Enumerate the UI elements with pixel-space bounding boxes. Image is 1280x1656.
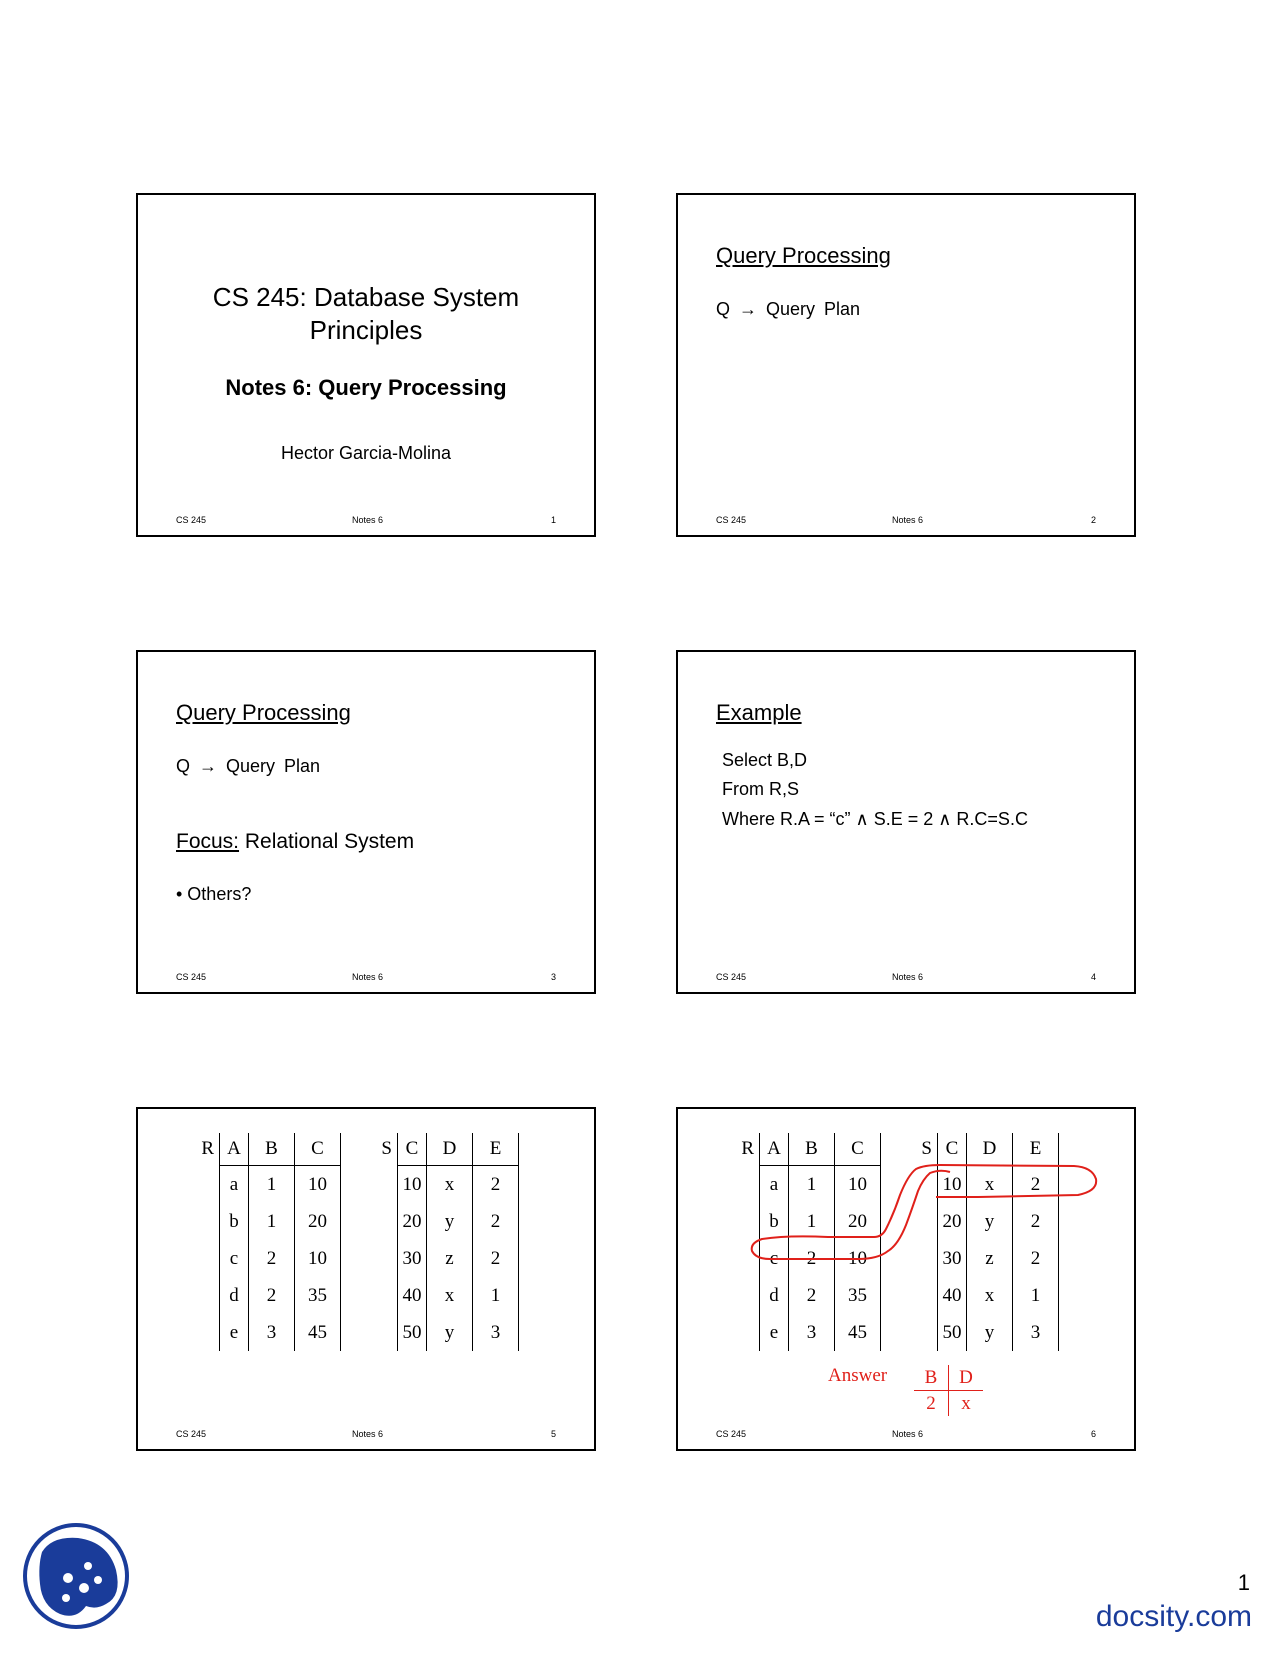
column-header: D bbox=[967, 1133, 1013, 1166]
column-header: E bbox=[1013, 1133, 1059, 1166]
footer-center: Notes 6 bbox=[352, 515, 384, 525]
table-row bbox=[738, 1203, 881, 1240]
cell: a bbox=[220, 1166, 249, 1204]
focus-label: Focus: bbox=[176, 830, 240, 853]
cell: 30 bbox=[398, 1240, 427, 1277]
query-line: Q → Query Plan bbox=[176, 756, 321, 776]
cell: 20 bbox=[938, 1203, 967, 1240]
footer-center: Notes 6 bbox=[892, 1429, 924, 1439]
cell: 1 bbox=[473, 1277, 519, 1314]
column-header: C bbox=[295, 1133, 341, 1166]
table-row bbox=[916, 1203, 1059, 1240]
cell: y bbox=[427, 1203, 473, 1240]
bullet-item: • Others? bbox=[176, 884, 252, 904]
column-header: C bbox=[835, 1133, 881, 1166]
table-row bbox=[198, 1277, 341, 1314]
cell: 1 bbox=[789, 1203, 835, 1240]
cell: x bbox=[427, 1166, 473, 1204]
cell: 2 bbox=[789, 1240, 835, 1277]
table-row bbox=[198, 1203, 341, 1240]
cell: 3 bbox=[473, 1314, 519, 1351]
cell: b bbox=[760, 1203, 789, 1240]
relation-name: R bbox=[198, 1133, 220, 1166]
cell: 20 bbox=[835, 1203, 881, 1240]
cell: b bbox=[220, 1203, 249, 1240]
cell: 40 bbox=[398, 1277, 427, 1314]
sql-where: Where R.A = “c” ∧ S.E = 2 ∧ R.C=S.C bbox=[722, 809, 1028, 829]
focus-text: Relational System bbox=[239, 830, 415, 853]
cell: 40 bbox=[938, 1277, 967, 1314]
answer-header: D bbox=[949, 1365, 984, 1391]
cell: 3 bbox=[789, 1314, 835, 1351]
cell: 35 bbox=[295, 1277, 341, 1314]
slide-6 bbox=[676, 1107, 1136, 1451]
table-row bbox=[738, 1166, 881, 1204]
cell: x bbox=[967, 1166, 1013, 1204]
footer-page: 1 bbox=[550, 515, 556, 525]
table-row bbox=[916, 1314, 1059, 1351]
cell: e bbox=[760, 1314, 789, 1351]
slide-5 bbox=[136, 1107, 596, 1451]
slide-subtitle: Notes 6: Query Processing bbox=[225, 375, 507, 400]
footer-center: Notes 6 bbox=[352, 972, 384, 982]
table-row bbox=[376, 1203, 519, 1240]
footer-page: 5 bbox=[550, 1429, 556, 1439]
cell: x bbox=[967, 1277, 1013, 1314]
cell: 30 bbox=[938, 1240, 967, 1277]
cell: 10 bbox=[295, 1166, 341, 1204]
relation-s-table bbox=[916, 1133, 1059, 1351]
sql-from: From R,S bbox=[722, 779, 800, 799]
column-header: B bbox=[249, 1133, 295, 1166]
column-header: A bbox=[760, 1133, 789, 1166]
title-line-1: CS 245: Database System bbox=[212, 282, 520, 312]
cell: d bbox=[220, 1277, 249, 1314]
footer-page: 2 bbox=[1090, 515, 1096, 525]
column-header: C bbox=[938, 1133, 967, 1166]
cell: c bbox=[760, 1240, 789, 1277]
brand-link[interactable]: docsity.com bbox=[1095, 1600, 1252, 1633]
column-header: C bbox=[398, 1133, 427, 1166]
cell: 2 bbox=[249, 1240, 295, 1277]
relation-r-table bbox=[198, 1133, 341, 1351]
cell: 2 bbox=[1013, 1203, 1059, 1240]
footer-center: Notes 6 bbox=[892, 515, 924, 525]
relation-name: S bbox=[916, 1133, 938, 1166]
footer-page: 6 bbox=[1090, 1429, 1096, 1439]
table-row bbox=[738, 1277, 881, 1314]
cell: 50 bbox=[938, 1314, 967, 1351]
page-number: 1 bbox=[1237, 1570, 1250, 1595]
cell: d bbox=[760, 1277, 789, 1314]
cell: z bbox=[427, 1240, 473, 1277]
cell: 35 bbox=[835, 1277, 881, 1314]
slide-heading: Query Processing bbox=[176, 700, 351, 725]
cell: 50 bbox=[398, 1314, 427, 1351]
cell: z bbox=[967, 1240, 1013, 1277]
cell: 1 bbox=[789, 1166, 835, 1204]
cell: 20 bbox=[398, 1203, 427, 1240]
cell: 2 bbox=[473, 1240, 519, 1277]
slide-heading: Query Processing bbox=[716, 243, 891, 268]
cell: 45 bbox=[835, 1314, 881, 1351]
cell: y bbox=[427, 1314, 473, 1351]
cell: 10 bbox=[398, 1166, 427, 1204]
slide-4 bbox=[676, 650, 1136, 994]
footer-left: CS 245 bbox=[716, 972, 747, 982]
cell: 2 bbox=[249, 1277, 295, 1314]
footer-left: CS 245 bbox=[716, 1429, 747, 1439]
footer-left: CS 245 bbox=[176, 1429, 207, 1439]
table-row bbox=[916, 1240, 1059, 1277]
table-row bbox=[376, 1166, 519, 1204]
slide-author: Hector Garcia-Molina bbox=[280, 443, 452, 463]
column-header: A bbox=[220, 1133, 249, 1166]
footer-left: CS 245 bbox=[716, 515, 747, 525]
footer-page: 4 bbox=[1090, 972, 1096, 982]
slide-heading: Example bbox=[716, 700, 802, 725]
table-row bbox=[738, 1240, 881, 1277]
title-line-2: Principles bbox=[309, 315, 423, 345]
answer-cell: x bbox=[961, 1392, 971, 1414]
cell: 3 bbox=[1013, 1314, 1059, 1351]
cell: 10 bbox=[835, 1166, 881, 1204]
slide-2 bbox=[676, 193, 1136, 537]
table-row bbox=[198, 1314, 341, 1351]
relation-s-table bbox=[376, 1133, 519, 1351]
cell: 2 bbox=[789, 1277, 835, 1314]
cell: y bbox=[967, 1203, 1013, 1240]
answer-table bbox=[914, 1365, 983, 1416]
answer-label: Answer bbox=[828, 1365, 888, 1386]
table-row bbox=[198, 1166, 341, 1204]
cell: 2 bbox=[473, 1203, 519, 1240]
table-row bbox=[916, 1166, 1059, 1204]
column-header: D bbox=[427, 1133, 473, 1166]
cell: 1 bbox=[249, 1203, 295, 1240]
cell: 3 bbox=[249, 1314, 295, 1351]
cell: 1 bbox=[1013, 1277, 1059, 1314]
cell: a bbox=[760, 1166, 789, 1204]
cell: 20 bbox=[295, 1203, 341, 1240]
answer-cell: 2 bbox=[914, 1391, 949, 1417]
cell: 2 bbox=[1013, 1240, 1059, 1277]
slide-title bbox=[138, 281, 594, 347]
slide-3 bbox=[136, 650, 596, 994]
query-line: Q → Query Plan bbox=[716, 299, 861, 319]
cell: 10 bbox=[295, 1240, 341, 1277]
table-row bbox=[738, 1314, 881, 1351]
slide-1 bbox=[136, 193, 596, 537]
footer-page: 3 bbox=[550, 972, 556, 982]
cell: 45 bbox=[295, 1314, 341, 1351]
cell: c bbox=[220, 1240, 249, 1277]
cell: 10 bbox=[938, 1166, 967, 1204]
column-header: B bbox=[789, 1133, 835, 1166]
relation-r-table bbox=[738, 1133, 881, 1351]
cell: 1 bbox=[249, 1166, 295, 1204]
table-row bbox=[916, 1277, 1059, 1314]
table-row bbox=[198, 1240, 341, 1277]
table-row bbox=[376, 1277, 519, 1314]
cell: e bbox=[220, 1314, 249, 1351]
relation-name: S bbox=[376, 1133, 398, 1166]
sql-select: Select B,D bbox=[722, 750, 808, 770]
footer-center: Notes 6 bbox=[892, 972, 924, 982]
answer-row bbox=[914, 1391, 983, 1417]
cell: y bbox=[967, 1314, 1013, 1351]
footer-center: Notes 6 bbox=[352, 1429, 384, 1439]
focus-line bbox=[176, 830, 414, 854]
cell: 2 bbox=[1013, 1166, 1059, 1204]
footer-left: CS 245 bbox=[176, 515, 207, 525]
footer-left: CS 245 bbox=[176, 972, 207, 982]
docsity-logo-icon bbox=[22, 1522, 130, 1630]
cell: 2 bbox=[473, 1166, 519, 1204]
table-row bbox=[376, 1240, 519, 1277]
relation-name: R bbox=[738, 1133, 760, 1166]
answer-header: B bbox=[914, 1365, 949, 1391]
table-row bbox=[376, 1314, 519, 1351]
column-header: E bbox=[473, 1133, 519, 1166]
cell: x bbox=[427, 1277, 473, 1314]
cell: 10 bbox=[835, 1240, 881, 1277]
